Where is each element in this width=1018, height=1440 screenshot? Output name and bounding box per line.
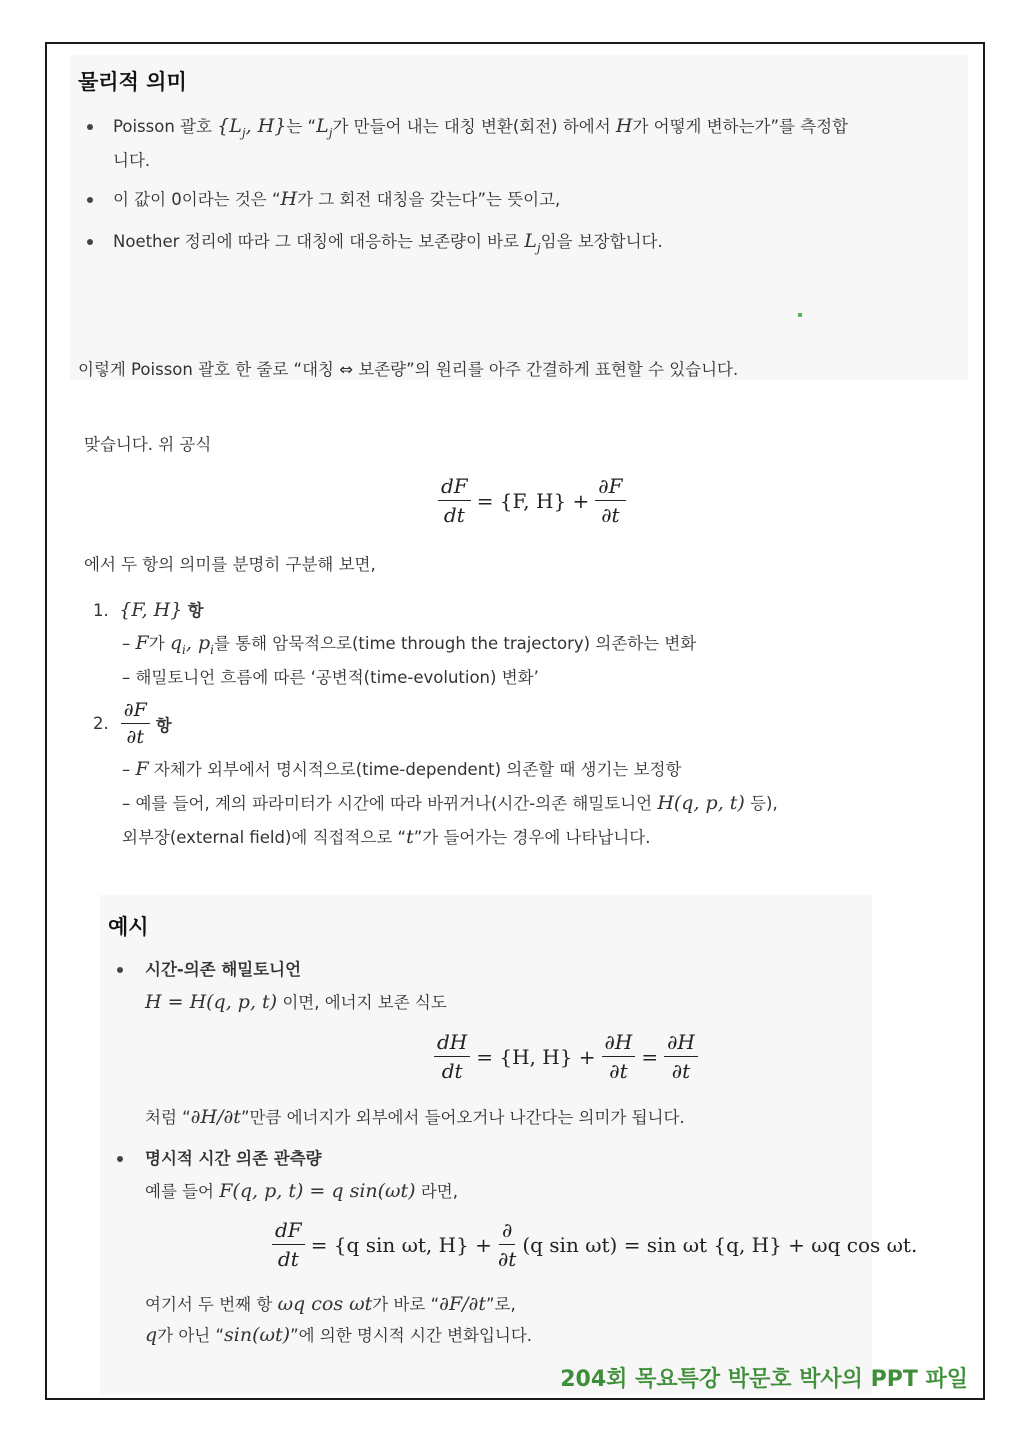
example2-title: 명시적 시간 의존 관측량	[145, 1149, 322, 1168]
bullet-dot	[87, 239, 93, 245]
section-title-physical-meaning: 물리적 의미	[78, 70, 187, 94]
list-item-1-header: 1. {F, H} 항	[93, 599, 204, 621]
intro-text: 맞습니다. 위 공식	[84, 435, 212, 454]
footer-caption: 204회 목요특강 박문호 박사의 PPT 파일	[560, 1367, 968, 1392]
bullet-noether: Noether 정리에 따라 그 대칭에 대응하는 보존량이 바로 $L_j$임을 보장합니다.	[113, 230, 663, 255]
energy-conservation-equation: $\frac{dH}{dt}$ = {H, H} + $\frac{\partial H}{\partial t}$ = $\frac{\partial H}{\partial t}$	[428, 1030, 704, 1083]
bullet-dot	[87, 124, 93, 130]
main-equation: $\frac{dF}{dt}$ = {F, H} + $\frac{\partial F}{\partial t}$	[432, 474, 632, 527]
term-distinction-text: 에서 두 항의 의미를 분명히 구분해 보면,	[84, 555, 376, 574]
example1-title: 시간-의존 해밀토니언	[145, 960, 302, 979]
green-dot-mark	[798, 313, 802, 317]
list-item-1-line2: – 해밀토니언 흐름에 따른 ‘공변적(time-evolution) 변화’	[122, 668, 539, 687]
bullet-poisson-line1: Poisson 괄호 {$L_j$, H}는 “$L_j$가 만들어 내는 대칭 변환(회전) 하에서 H가 어떻게 변하는가”를 측정합	[113, 115, 849, 140]
example2-line2: 여기서 두 번째 항 ωq cos ωt가 바로 “∂F/∂t”로,	[145, 1293, 516, 1315]
section-title-examples: 예시	[108, 915, 149, 939]
example2-line3: q가 아닌 “sin(ωt)”에 의한 명시적 시간 변화입니다.	[145, 1324, 533, 1346]
bullet-dot	[87, 197, 93, 203]
bullet-zero-value: 이 값이 0이라는 것은 “H가 그 회전 대칭을 갖는다”는 뜻이고,	[113, 188, 561, 210]
bullet-dot	[117, 967, 123, 973]
list-item-2-line2: – 예를 들어, 계의 파라미터가 시간에 따라 바뀌거나(시간-의존 해밀토니언 H(q, p, t) 등),	[122, 792, 778, 814]
bullet-poisson-line2: 니다.	[113, 151, 151, 170]
list-item-2-line3: 외부장(external field)에 직접적으로 “t”가 들어가는 경우에 나타납니다.	[122, 826, 651, 848]
summary-sentence: 이렇게 Poisson 괄호 한 줄로 “대칭 ⇔ 보존량”의 원리를 아주 간결하게 표현할 수 있습니다.	[78, 360, 739, 379]
example2-line1: 예를 들어 F(q, p, t) = q sin(ωt) 라면,	[145, 1180, 458, 1202]
list-item-2-line1: – F 자체가 외부에서 명시적으로(time-dependent) 의존할 때 생기는 보정항	[122, 758, 682, 780]
example1-line1: H = H(q, p, t) 이면, 에너지 보존 식도	[145, 991, 447, 1013]
bullet-dot	[117, 1156, 123, 1162]
list-item-2-header: 2. $\frac{\partial F}{\partial t}$ 항	[93, 699, 172, 748]
observable-equation: $\frac{dF}{dt}$ = {q sin ωt, H} + $\frac{\partial}{\partial t}$ (q sin ωt) = sin ωt {q, H} + ωq cos ωt.	[266, 1218, 917, 1271]
list-item-1-line1: – F가 $q_i$, $p_i$를 통해 암묵적으로(time through the trajectory) 의존하는 변화	[122, 632, 697, 657]
example1-line2: 처럼 “∂H/∂t”만큼 에너지가 외부에서 들어오거나 나간다는 의미가 됩니다.	[145, 1106, 685, 1128]
